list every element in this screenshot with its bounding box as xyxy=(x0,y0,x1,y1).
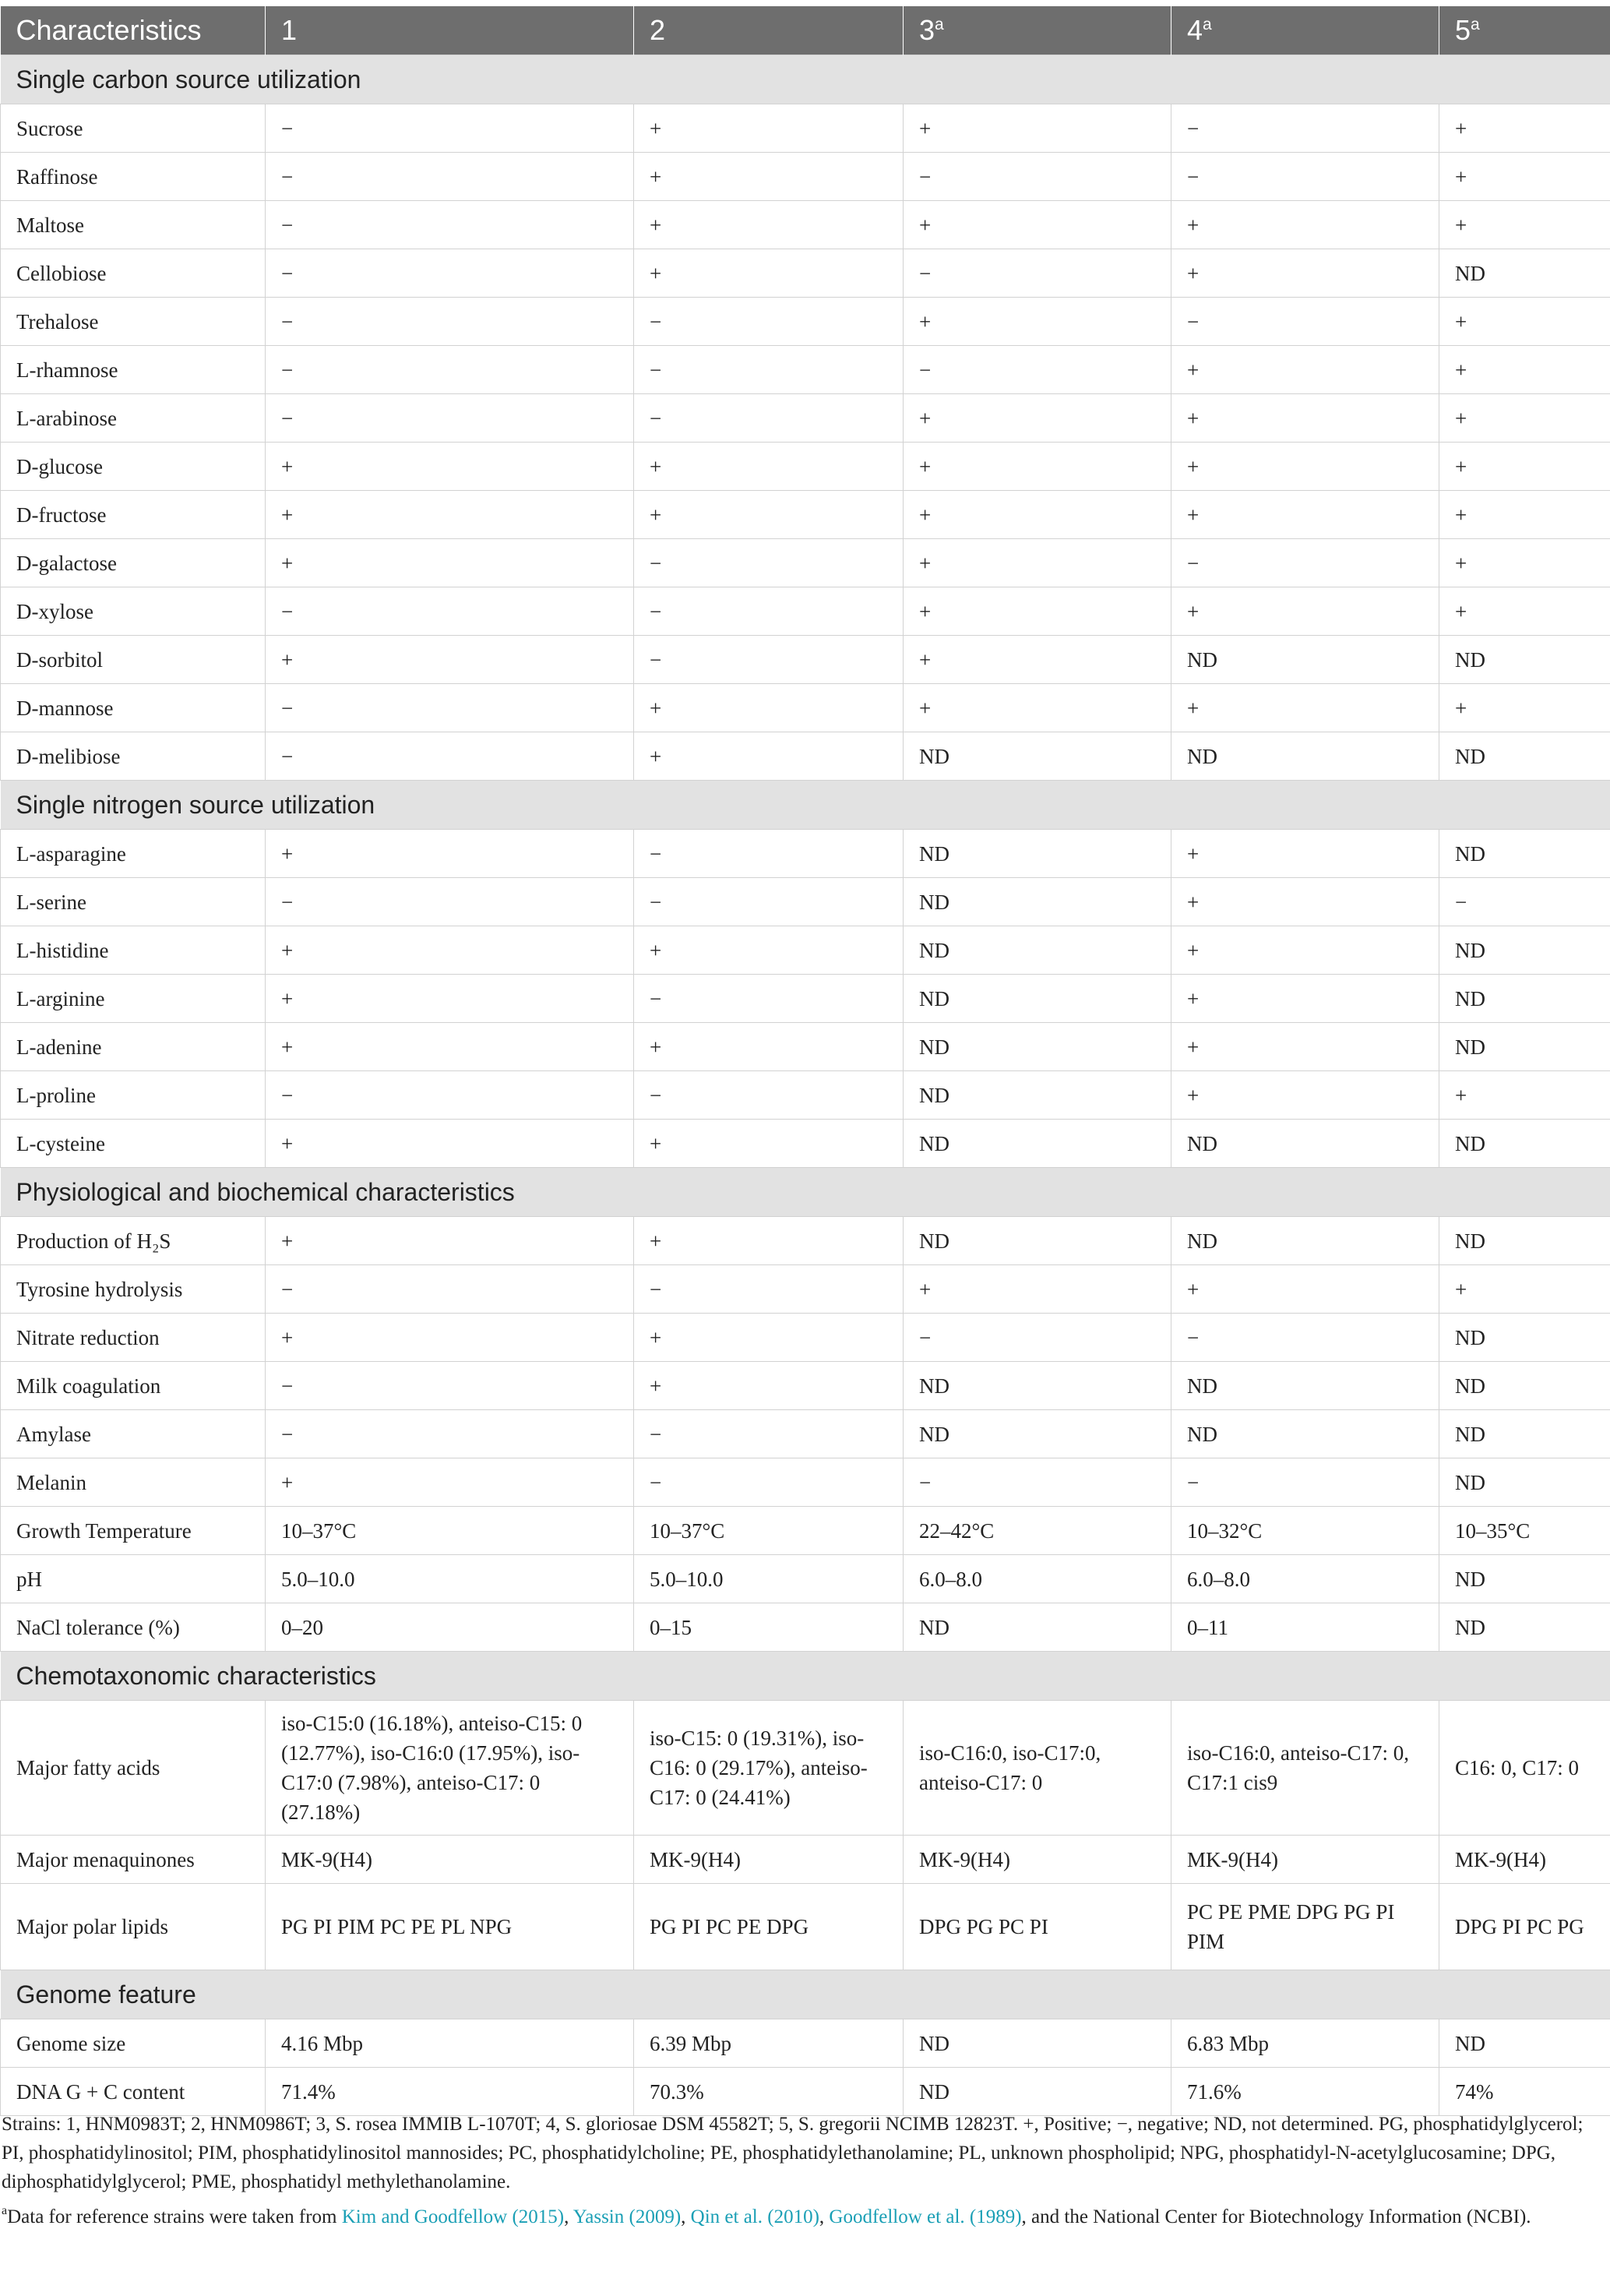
table-cell: − xyxy=(266,104,634,153)
table-cell: ND xyxy=(904,1362,1171,1410)
table-cell: + xyxy=(1439,346,1610,394)
table-row xyxy=(1,587,1610,636)
row-label: Genome size xyxy=(1,2019,266,2068)
table-cell: PC PE PME DPG PG PI PIM xyxy=(1171,1884,1439,1970)
table-cell: + xyxy=(904,104,1171,153)
row-label: Production of H₂S xyxy=(1,1217,266,1265)
table-cell: + xyxy=(266,926,634,975)
table-cell: − xyxy=(266,732,634,781)
table-cell: ND xyxy=(1439,1314,1610,1362)
table-row xyxy=(1,346,1610,394)
table-cell: − xyxy=(1171,539,1439,587)
table-cell: iso-C16:0, iso-C17:0, anteiso-C17: 0 xyxy=(904,1701,1171,1836)
table-cell: − xyxy=(266,249,634,298)
table-cell: ND xyxy=(1439,1362,1610,1410)
table-cell: + xyxy=(904,394,1171,443)
header-strain-5: 5$^a$ xyxy=(1439,6,1610,55)
table-cell: + xyxy=(266,1314,634,1362)
table-cell: + xyxy=(1439,684,1610,732)
table-row xyxy=(1,1265,1610,1314)
section-header-row xyxy=(1,1652,1610,1701)
table-cell: − xyxy=(1171,104,1439,153)
table-cell: + xyxy=(634,1120,904,1168)
table-cell: MK-9(H4) xyxy=(904,1836,1171,1884)
table-cell: ND xyxy=(904,1120,1171,1168)
table-cell: ND xyxy=(1439,1603,1610,1652)
table-cell: + xyxy=(1171,975,1439,1023)
row-label: Major menaquinones xyxy=(1,1836,266,1884)
table-cell: − xyxy=(266,587,634,636)
table-cell: − xyxy=(266,1362,634,1410)
table-row xyxy=(1,394,1610,443)
table-cell: + xyxy=(1439,153,1610,201)
table-row xyxy=(1,1507,1610,1555)
table-cell: ND xyxy=(904,2068,1171,2116)
table-row xyxy=(1,104,1610,153)
table-cell: − xyxy=(634,394,904,443)
table-cell: − xyxy=(904,346,1171,394)
row-label: L-cysteine xyxy=(1,1120,266,1168)
table-cell: + xyxy=(634,443,904,491)
table-cell: ND xyxy=(904,1071,1171,1120)
table-cell: + xyxy=(634,153,904,201)
table-row xyxy=(1,975,1610,1023)
table-cell: + xyxy=(1171,249,1439,298)
table-cell: 22–42°C xyxy=(904,1507,1171,1555)
table-cell: + xyxy=(266,1120,634,1168)
table-cell: ND xyxy=(1171,1120,1439,1168)
table-cell: + xyxy=(1171,1071,1439,1120)
table-row xyxy=(1,732,1610,781)
table-cell: + xyxy=(1439,1071,1610,1120)
row-label: DNA G + C content xyxy=(1,2068,266,2116)
row-label: Nitrate reduction xyxy=(1,1314,266,1362)
table-cell: ND xyxy=(904,926,1171,975)
table-cell: 74% xyxy=(1439,2068,1610,2116)
table-cell: ND xyxy=(904,1217,1171,1265)
row-label: L-histidine xyxy=(1,926,266,975)
table-row xyxy=(1,539,1610,587)
row-label: L-asparagine xyxy=(1,830,266,878)
table-cell: + xyxy=(634,104,904,153)
table-cell: 6.83 Mbp xyxy=(1171,2019,1439,2068)
table-cell: − xyxy=(266,346,634,394)
table-cell: + xyxy=(634,684,904,732)
row-label: Growth Temperature xyxy=(1,1507,266,1555)
header-strain-1: 1 xyxy=(266,6,634,55)
table-cell: + xyxy=(1171,587,1439,636)
table-cell: − xyxy=(1171,1458,1439,1507)
table-cell: − xyxy=(634,878,904,926)
table-cell: 6.0–8.0 xyxy=(904,1555,1171,1603)
table-cell: − xyxy=(1171,298,1439,346)
row-label: L-rhamnose xyxy=(1,346,266,394)
row-label: L-arabinose xyxy=(1,394,266,443)
citation-link[interactable]: Kim and Goodfellow (2015) xyxy=(341,2206,565,2227)
table-cell: − xyxy=(634,975,904,1023)
table-cell: + xyxy=(634,1023,904,1071)
table-cell: + xyxy=(904,539,1171,587)
table-row xyxy=(1,2019,1610,2068)
table-cell: − xyxy=(904,1314,1171,1362)
table-cell: ND xyxy=(1439,1217,1610,1265)
table-cell: PG PI PIM PC PE PL NPG xyxy=(266,1884,634,1970)
table-cell: ND xyxy=(1439,249,1610,298)
table-cell: 6.0–8.0 xyxy=(1171,1555,1439,1603)
table-cell: + xyxy=(1171,830,1439,878)
table-cell: ND xyxy=(904,1023,1171,1071)
table-cell: iso-C15: 0 (19.31%), iso-C16: 0 (29.17%), anteiso-C17: 0 (24.41%) xyxy=(634,1701,904,1836)
table-cell: − xyxy=(266,684,634,732)
section-title: Genome feature xyxy=(1,1970,1610,2019)
row-label: NaCl tolerance (%) xyxy=(1,1603,266,1652)
row-label: Tyrosine hydrolysis xyxy=(1,1265,266,1314)
table-cell: − xyxy=(904,1458,1171,1507)
table-cell: iso-C15:0 (16.18%), anteiso-C15: 0 (12.77%), iso-C16:0 (17.95%), iso-C17:0 (7.98%), anteiso-C17: 0 (27.18%) xyxy=(266,1701,634,1836)
table-cell: ND xyxy=(904,2019,1171,2068)
table-cell: + xyxy=(266,830,634,878)
table-cell: 70.3% xyxy=(634,2068,904,2116)
table-cell: ND xyxy=(1439,1023,1610,1071)
table-cell: + xyxy=(904,491,1171,539)
table-cell: + xyxy=(904,201,1171,249)
table-cell: + xyxy=(266,1458,634,1507)
table-cell: − xyxy=(266,394,634,443)
table-cell: 0–20 xyxy=(266,1603,634,1652)
row-label: D-sorbitol xyxy=(1,636,266,684)
table-row xyxy=(1,1555,1610,1603)
table-row xyxy=(1,830,1610,878)
table-cell: − xyxy=(266,298,634,346)
row-label: D-fructose xyxy=(1,491,266,539)
row-label: D-galactose xyxy=(1,539,266,587)
row-label: Cellobiose xyxy=(1,249,266,298)
header-strain-3: 3$^a$ xyxy=(904,6,1171,55)
footnote-strains: Strains: 1, HNM0983T; 2, HNM0986T; 3, S. rosea IMMIB L-1070T; 4, S. gloriosae DSM 45582T; 5, S. gregorii NCIMB 12823T. +, Positive; −, negative; ND, not determined. PG, phosphatidylglycerol; PI, phosphatidylinositol; PIM, phosphatidylinositol mannosides; PC, phosphatidylcholine; PE, phosphatidylethanolamine; PL, unknown phospholipid; NPG, phosphatidyl-N-acetylglucosamine; DPG, diphosphatidylglycerol; PME, phosphatidyl methylethanolamine. xyxy=(2,2114,1584,2192)
section-header-row xyxy=(1,1970,1610,2019)
table-cell: + xyxy=(634,491,904,539)
table-row xyxy=(1,1410,1610,1458)
table-row xyxy=(1,443,1610,491)
table-cell: + xyxy=(1439,587,1610,636)
row-label: D-mannose xyxy=(1,684,266,732)
row-label: pH xyxy=(1,1555,266,1603)
table-cell: ND xyxy=(904,878,1171,926)
table-row xyxy=(1,1217,1610,1265)
table-row xyxy=(1,201,1610,249)
table-cell: ND xyxy=(1439,636,1610,684)
table-cell: − xyxy=(634,636,904,684)
table-footnote xyxy=(0,2110,1589,2231)
table-cell: DPG PG PC PI xyxy=(904,1884,1171,1970)
table-cell: + xyxy=(266,539,634,587)
row-label: L-proline xyxy=(1,1071,266,1120)
table-cell: ND xyxy=(1171,732,1439,781)
table-cell: − xyxy=(634,1458,904,1507)
table-cell: + xyxy=(904,298,1171,346)
table-cell: ND xyxy=(1171,636,1439,684)
table-row xyxy=(1,1023,1610,1071)
table-cell: MK-9(H4) xyxy=(1439,1836,1610,1884)
table-cell: 71.4% xyxy=(266,2068,634,2116)
table-cell: 10–35°C xyxy=(1439,1507,1610,1555)
table-cell: + xyxy=(1171,443,1439,491)
section-title: Chemotaxonomic characteristics xyxy=(1,1652,1610,1701)
table-cell: + xyxy=(1439,201,1610,249)
table-row xyxy=(1,1884,1610,1970)
row-label: D-glucose xyxy=(1,443,266,491)
table-cell: 0–11 xyxy=(1171,1603,1439,1652)
table-row xyxy=(1,298,1610,346)
table-cell: ND xyxy=(1439,1410,1610,1458)
table-cell: − xyxy=(634,298,904,346)
table-cell: MK-9(H4) xyxy=(1171,1836,1439,1884)
table-cell: DPG PI PC PG xyxy=(1439,1884,1610,1970)
table-cell: ND xyxy=(904,1410,1171,1458)
table-cell: + xyxy=(1171,1265,1439,1314)
row-label: Major polar lipids xyxy=(1,1884,266,1970)
table-cell: + xyxy=(1439,443,1610,491)
table-row xyxy=(1,1701,1610,1836)
row-label: Milk coagulation xyxy=(1,1362,266,1410)
table-cell: + xyxy=(1439,1265,1610,1314)
table-row xyxy=(1,684,1610,732)
table-cell: MK-9(H4) xyxy=(266,1836,634,1884)
table-cell: + xyxy=(904,636,1171,684)
citation-link[interactable]: Goodfellow et al. (1989) xyxy=(829,2206,1022,2227)
table-cell: − xyxy=(634,346,904,394)
table-cell: − xyxy=(634,1265,904,1314)
table-cell: + xyxy=(1171,1023,1439,1071)
table-row xyxy=(1,636,1610,684)
table-row xyxy=(1,2068,1610,2116)
row-label: D-melibiose xyxy=(1,732,266,781)
table-cell: + xyxy=(634,1217,904,1265)
row-label: Melanin xyxy=(1,1458,266,1507)
citation-link[interactable]: Yassin (2009) xyxy=(572,2206,682,2227)
table-cell: ND xyxy=(1171,1217,1439,1265)
table-cell: − xyxy=(904,153,1171,201)
table-cell: − xyxy=(634,539,904,587)
characteristics-table xyxy=(0,6,1610,2116)
table-cell: 4.16 Mbp xyxy=(266,2019,634,2068)
table-cell: ND xyxy=(1171,1410,1439,1458)
table-cell: + xyxy=(1171,491,1439,539)
table-row xyxy=(1,491,1610,539)
table-cell: + xyxy=(904,587,1171,636)
table-cell: ND xyxy=(1439,926,1610,975)
table-row xyxy=(1,1836,1610,1884)
table-cell: iso-C16:0, anteiso-C17: 0, C17:1 cis9 xyxy=(1171,1701,1439,1836)
table-cell: + xyxy=(634,1362,904,1410)
table-cell: + xyxy=(1439,539,1610,587)
table-cell: − xyxy=(266,1265,634,1314)
table-cell: − xyxy=(904,249,1171,298)
table-cell: + xyxy=(266,1023,634,1071)
table-cell: 6.39 Mbp xyxy=(634,2019,904,2068)
section-header-row xyxy=(1,1168,1610,1217)
table-cell: ND xyxy=(1439,732,1610,781)
table-row xyxy=(1,153,1610,201)
table-cell: ND xyxy=(904,732,1171,781)
table-cell: ND xyxy=(904,975,1171,1023)
table-cell: + xyxy=(904,443,1171,491)
table-cell: − xyxy=(266,1071,634,1120)
table-cell: − xyxy=(266,201,634,249)
header-strain-2: 2 xyxy=(634,6,904,55)
table-cell: − xyxy=(634,1071,904,1120)
row-label: L-serine xyxy=(1,878,266,926)
table-cell: + xyxy=(1171,926,1439,975)
table-cell: + xyxy=(904,1265,1171,1314)
table-cell: + xyxy=(1171,878,1439,926)
table-cell: 5.0–10.0 xyxy=(266,1555,634,1603)
table-row xyxy=(1,926,1610,975)
table-cell: ND xyxy=(1439,1120,1610,1168)
table-row xyxy=(1,1603,1610,1652)
table-row xyxy=(1,878,1610,926)
table-cell: + xyxy=(266,636,634,684)
row-label: Raffinose xyxy=(1,153,266,201)
table-cell: ND xyxy=(904,1603,1171,1652)
table-cell: + xyxy=(1439,104,1610,153)
row-label: Maltose xyxy=(1,201,266,249)
table-row xyxy=(1,1362,1610,1410)
table-cell: + xyxy=(634,1314,904,1362)
table-cell: ND xyxy=(904,830,1171,878)
row-label: Amylase xyxy=(1,1410,266,1458)
table-cell: + xyxy=(634,732,904,781)
table-cell: + xyxy=(1171,346,1439,394)
header-strain-4: 4$^a$ xyxy=(1171,6,1439,55)
section-header-row xyxy=(1,781,1610,830)
table-cell: + xyxy=(1439,298,1610,346)
table-cell: − xyxy=(266,153,634,201)
table-cell: − xyxy=(634,587,904,636)
table-cell: − xyxy=(634,830,904,878)
section-title: Single carbon source utilization xyxy=(1,55,1610,104)
table-cell: ND xyxy=(1439,2019,1610,2068)
table-cell: + xyxy=(266,491,634,539)
section-title: Physiological and biochemical characteristics xyxy=(1,1168,1610,1217)
table-cell: ND xyxy=(1439,830,1610,878)
table-cell: + xyxy=(1439,394,1610,443)
table-cell: MK-9(H4) xyxy=(634,1836,904,1884)
citation-link[interactable]: Qin et al. (2010) xyxy=(690,2206,819,2227)
table-cell: PG PI PC PE DPG xyxy=(634,1884,904,1970)
table-cell: + xyxy=(634,201,904,249)
table-row xyxy=(1,249,1610,298)
table-row xyxy=(1,1071,1610,1120)
header-characteristics: Characteristics xyxy=(1,6,266,55)
table-cell: + xyxy=(266,975,634,1023)
table-cell: ND xyxy=(1439,1555,1610,1603)
row-label: L-adenine xyxy=(1,1023,266,1071)
table-cell: + xyxy=(904,684,1171,732)
table-cell: − xyxy=(266,1410,634,1458)
table-cell: − xyxy=(1171,153,1439,201)
header-row xyxy=(1,6,1610,55)
table-cell: C16: 0, C17: 0 xyxy=(1439,1701,1610,1836)
row-label: Sucrose xyxy=(1,104,266,153)
table-row xyxy=(1,1458,1610,1507)
table-cell: 5.0–10.0 xyxy=(634,1555,904,1603)
section-title: Single nitrogen source utilization xyxy=(1,781,1610,830)
table-cell: + xyxy=(1439,491,1610,539)
row-label: L-arginine xyxy=(1,975,266,1023)
table-wrapper xyxy=(0,6,1610,2116)
table-row xyxy=(1,1314,1610,1362)
table-cell: 10–37°C xyxy=(266,1507,634,1555)
table-row xyxy=(1,1120,1610,1168)
table-cell: 71.6% xyxy=(1171,2068,1439,2116)
table-cell: ND xyxy=(1171,1362,1439,1410)
table-cell: + xyxy=(266,443,634,491)
table-cell: 10–32°C xyxy=(1171,1507,1439,1555)
table-cell: + xyxy=(634,926,904,975)
table-cell: + xyxy=(1171,201,1439,249)
table-cell: − xyxy=(634,1410,904,1458)
table-cell: − xyxy=(1171,1314,1439,1362)
table-cell: + xyxy=(634,249,904,298)
table-cell: + xyxy=(266,1217,634,1265)
row-label: D-xylose xyxy=(1,587,266,636)
table-cell: + xyxy=(1171,684,1439,732)
row-label: Major fatty acids xyxy=(1,1701,266,1836)
table-cell: ND xyxy=(1439,975,1610,1023)
table-cell: + xyxy=(1171,394,1439,443)
row-label: Trehalose xyxy=(1,298,266,346)
table-cell: 10–37°C xyxy=(634,1507,904,1555)
section-header-row xyxy=(1,55,1610,104)
footnote-references: $^a$Data for reference strains were taken from Kim and Goodfellow (2015), Yassin (2009), Qin et al. (2010), Goodfellow et al. (1989), and the National Center for Biotechnology Information (NCBI). xyxy=(2,2204,1531,2227)
table-cell: ND xyxy=(1439,1458,1610,1507)
table-cell: − xyxy=(1439,878,1610,926)
table-cell: − xyxy=(266,878,634,926)
table-cell: 0–15 xyxy=(634,1603,904,1652)
